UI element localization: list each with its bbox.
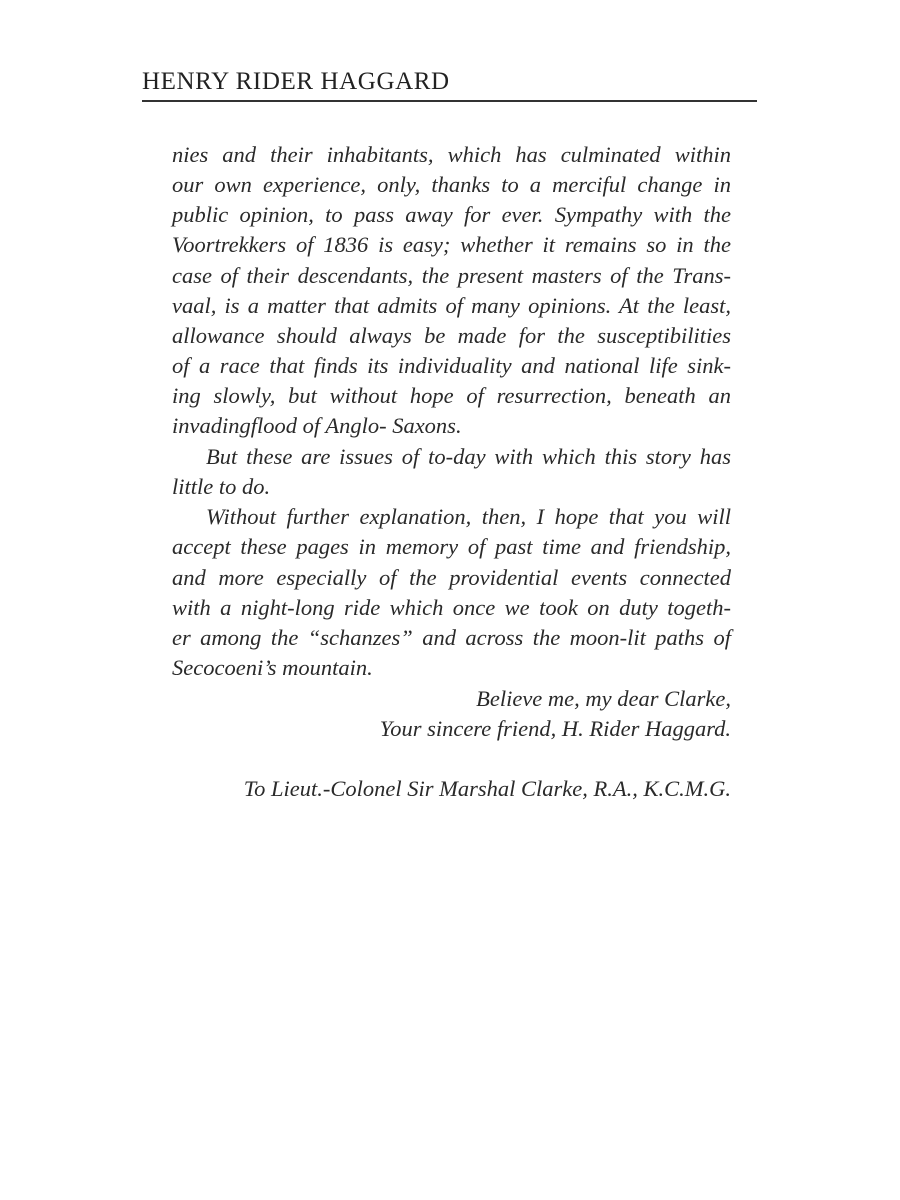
text-line: But these are issues of to-day with which this story has [206,444,731,469]
text-line: er among the “schanzes” and across the moon-lit paths of [172,625,731,650]
running-header: HENRY RIDER HAGGARD [142,68,450,95]
text-line: invadingflood of Anglo- Saxons. [172,413,462,438]
text-line: Secocoeni’s mountain. [172,655,373,680]
text-line: allowance should always be made for the susceptibilities [172,323,731,348]
text-line: ing slowly, but without hope of resurrection, beneath an [172,383,731,408]
text-line: case of their descendants, the present masters of the Trans- [172,263,731,288]
text-line: of a race that finds its individuality and national life sink- [172,353,731,378]
text-line: Without further explanation, then, I hope that you will [206,504,731,529]
dedication: To Lieut.-Colonel Sir Marshal Clarke, R.A., K.C.M.G. [243,776,731,801]
text-line: vaal, is a matter that admits of many opinions. At the least, [172,293,731,318]
text-line: public opinion, to pass away for ever. Sympathy with the [172,202,731,227]
closing-line: Believe me, my dear Clarke, [476,686,731,711]
text-line: nies and their inhabitants, which has culminated within [172,142,731,167]
text-line: Voortrekkers of 1836 is easy; whether it remains so in the [172,232,731,257]
text-line: and more especially of the providential events connected [172,565,731,590]
signature: Your sincere friend, H. Rider Haggard. [379,716,731,741]
text-line: accept these pages in memory of past time and friendship, [172,534,731,559]
text-line: our own experience, only, thanks to a merciful change in [172,172,731,197]
header-rule [142,100,757,102]
text-line: with a night-long ride which once we took on duty togeth- [172,595,731,620]
text-line: little to do. [172,474,271,499]
